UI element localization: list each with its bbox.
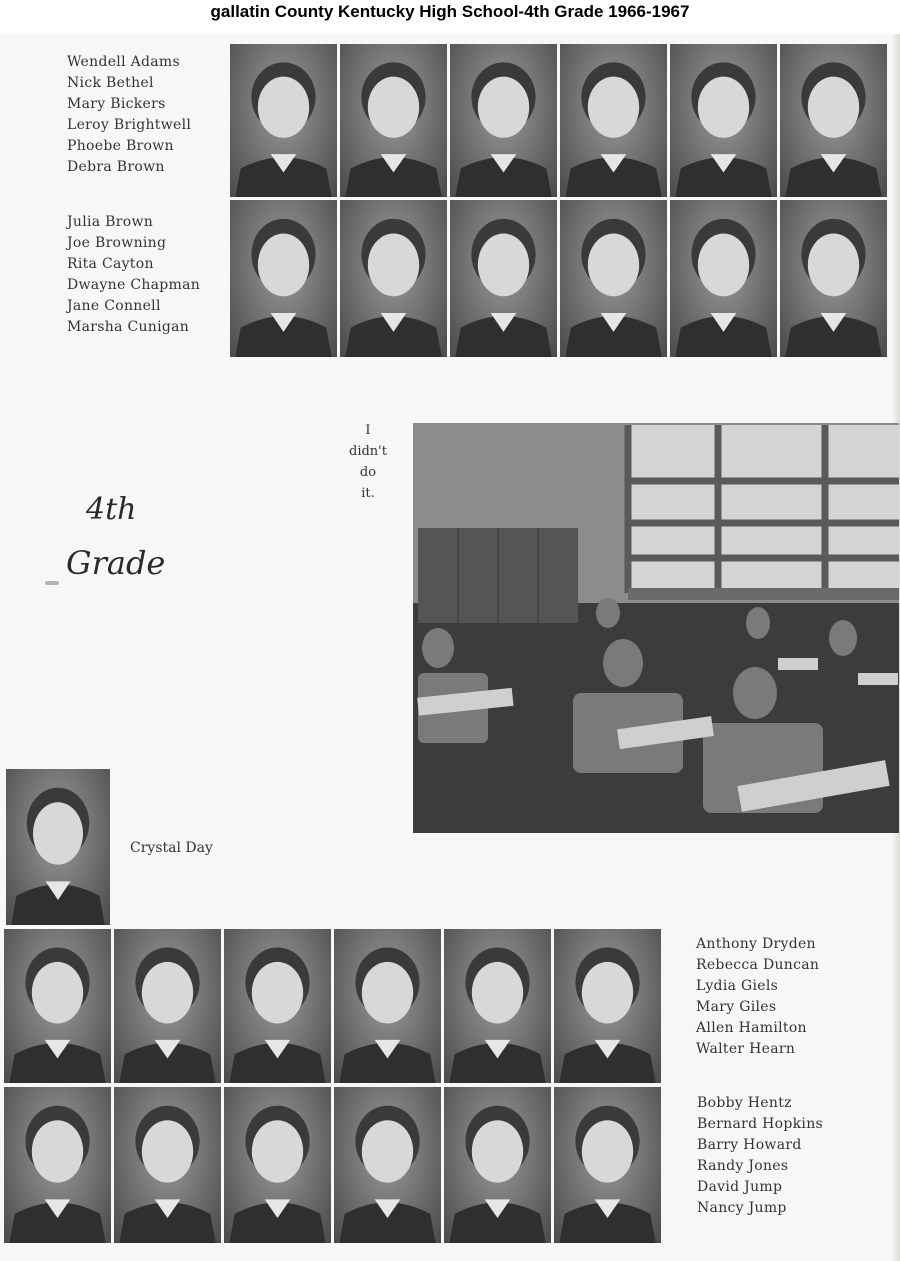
face-shape [33, 802, 83, 864]
portrait-row-3 [4, 929, 664, 1083]
student-name: Jane Connell [67, 298, 161, 314]
portrait-silhouette [670, 200, 777, 357]
student-name: Dwayne Chapman [67, 277, 201, 293]
face-shape [252, 1120, 303, 1182]
classroom-photo-image [413, 423, 899, 833]
portrait-silhouette [554, 1087, 661, 1243]
portrait-silhouette [340, 44, 447, 197]
student-name: Crystal Day [130, 840, 213, 856]
student-portrait [224, 929, 331, 1083]
student-portrait [4, 929, 111, 1083]
student-name: Leroy Brightwell [67, 117, 192, 133]
classroom-photo [413, 423, 899, 833]
portrait-silhouette [450, 44, 557, 197]
face-shape [588, 233, 639, 296]
portrait-silhouette [444, 929, 551, 1083]
face-shape [478, 233, 529, 296]
portrait-silhouette [554, 929, 661, 1083]
student-portrait [450, 200, 557, 357]
face-shape [32, 1120, 83, 1182]
face-shape [472, 962, 523, 1024]
face-shape [582, 962, 633, 1024]
student-name: Debra Brown [67, 159, 165, 175]
portrait-silhouette [450, 200, 557, 357]
portrait-row-4 [4, 1087, 664, 1243]
student-portrait [780, 200, 887, 357]
face-shape [582, 1120, 633, 1182]
name-list-group-2 [67, 212, 200, 338]
portrait-silhouette [670, 44, 777, 197]
student-portrait [554, 1087, 661, 1243]
face-shape [808, 233, 859, 296]
student-name: David Jump [697, 1179, 783, 1195]
student-portrait [560, 44, 667, 197]
student-name: Joe Browning [67, 235, 167, 251]
student-name: Nick Bethel [67, 75, 154, 91]
portrait-row-2 [230, 200, 889, 357]
student-name: Barry Howard [697, 1137, 802, 1153]
student-portrait [560, 200, 667, 357]
student-name: Julia Brown [67, 214, 154, 230]
student-portrait [4, 1087, 111, 1243]
portrait-silhouette [114, 1087, 221, 1243]
page-title: gallatin County Kentucky High School-4th Grade 1966-1967 [210, 2, 690, 21]
face-shape [472, 1120, 523, 1182]
photo-caption [340, 420, 396, 504]
student-portrait [6, 769, 110, 925]
student-portrait [670, 44, 777, 197]
student-name: Randy Jones [697, 1158, 789, 1174]
student-portrait [230, 44, 337, 197]
portrait-silhouette [230, 200, 337, 357]
portrait-silhouette [114, 929, 221, 1083]
student-name: Rita Cayton [67, 256, 154, 272]
portrait-silhouette [340, 200, 447, 357]
face-shape [698, 233, 749, 296]
face-shape [808, 77, 859, 138]
student-portrait [444, 929, 551, 1083]
name-list-group-4 [697, 1093, 823, 1219]
student-name: Wendell Adams [67, 54, 180, 70]
student-portrait [334, 929, 441, 1083]
face-shape [362, 962, 413, 1024]
student-name: Rebecca Duncan [696, 957, 820, 973]
face-shape [258, 77, 309, 138]
caption-line: didn't [349, 444, 387, 459]
face-shape [368, 77, 419, 138]
student-name: Bernard Hopkins [697, 1116, 823, 1132]
portrait-silhouette [224, 929, 331, 1083]
portrait-silhouette [4, 1087, 111, 1243]
face-shape [142, 962, 193, 1024]
student-portrait [670, 200, 777, 357]
portrait-silhouette [560, 44, 667, 197]
student-name: Mary Giles [696, 999, 777, 1015]
student-name: Nancy Jump [697, 1200, 787, 1216]
face-shape [368, 233, 419, 296]
student-portrait [230, 200, 337, 357]
portrait-silhouette [780, 44, 887, 197]
student-portrait [224, 1087, 331, 1243]
section-title-line-1: 4th [86, 492, 137, 527]
student-portrait [444, 1087, 551, 1243]
face-shape [32, 962, 83, 1024]
student-portrait [780, 44, 887, 197]
student-name: Marsha Cunigan [67, 319, 190, 335]
student-name: Lydia Giels [696, 978, 779, 994]
caption-line: do [359, 465, 377, 480]
portrait-silhouette [230, 44, 337, 197]
portrait-silhouette [560, 200, 667, 357]
portrait-silhouette [6, 769, 110, 925]
face-shape [142, 1120, 193, 1182]
student-name: Bobby Hentz [697, 1095, 792, 1111]
face-shape [588, 77, 639, 138]
caption-line: it. [361, 486, 375, 501]
caption-line: I [365, 423, 371, 438]
student-portrait [114, 1087, 221, 1243]
portrait-silhouette [444, 1087, 551, 1243]
student-name: Walter Hearn [696, 1041, 796, 1057]
student-name: Phoebe Brown [67, 138, 174, 154]
name-list-group-1 [67, 52, 191, 178]
face-shape [252, 962, 303, 1024]
student-name: Allen Hamilton [696, 1020, 807, 1036]
student-portrait [340, 200, 447, 357]
section-title-line-2: Grade [66, 544, 166, 582]
student-name: Anthony Dryden [696, 936, 816, 952]
portrait-single [6, 769, 110, 925]
ink-smudge [45, 581, 59, 585]
student-portrait [114, 929, 221, 1083]
portrait-silhouette [334, 1087, 441, 1243]
portrait-row-1 [230, 44, 889, 197]
student-portrait [340, 44, 447, 197]
portrait-silhouette [224, 1087, 331, 1243]
face-shape [258, 233, 309, 296]
student-portrait [334, 1087, 441, 1243]
portrait-silhouette [780, 200, 887, 357]
face-shape [362, 1120, 413, 1182]
student-portrait [450, 44, 557, 197]
portrait-silhouette [4, 929, 111, 1083]
student-portrait [554, 929, 661, 1083]
face-shape [698, 77, 749, 138]
name-list-group-3 [696, 934, 819, 1060]
face-shape [478, 77, 529, 138]
portrait-silhouette [334, 929, 441, 1083]
student-name: Mary Bickers [67, 96, 166, 112]
